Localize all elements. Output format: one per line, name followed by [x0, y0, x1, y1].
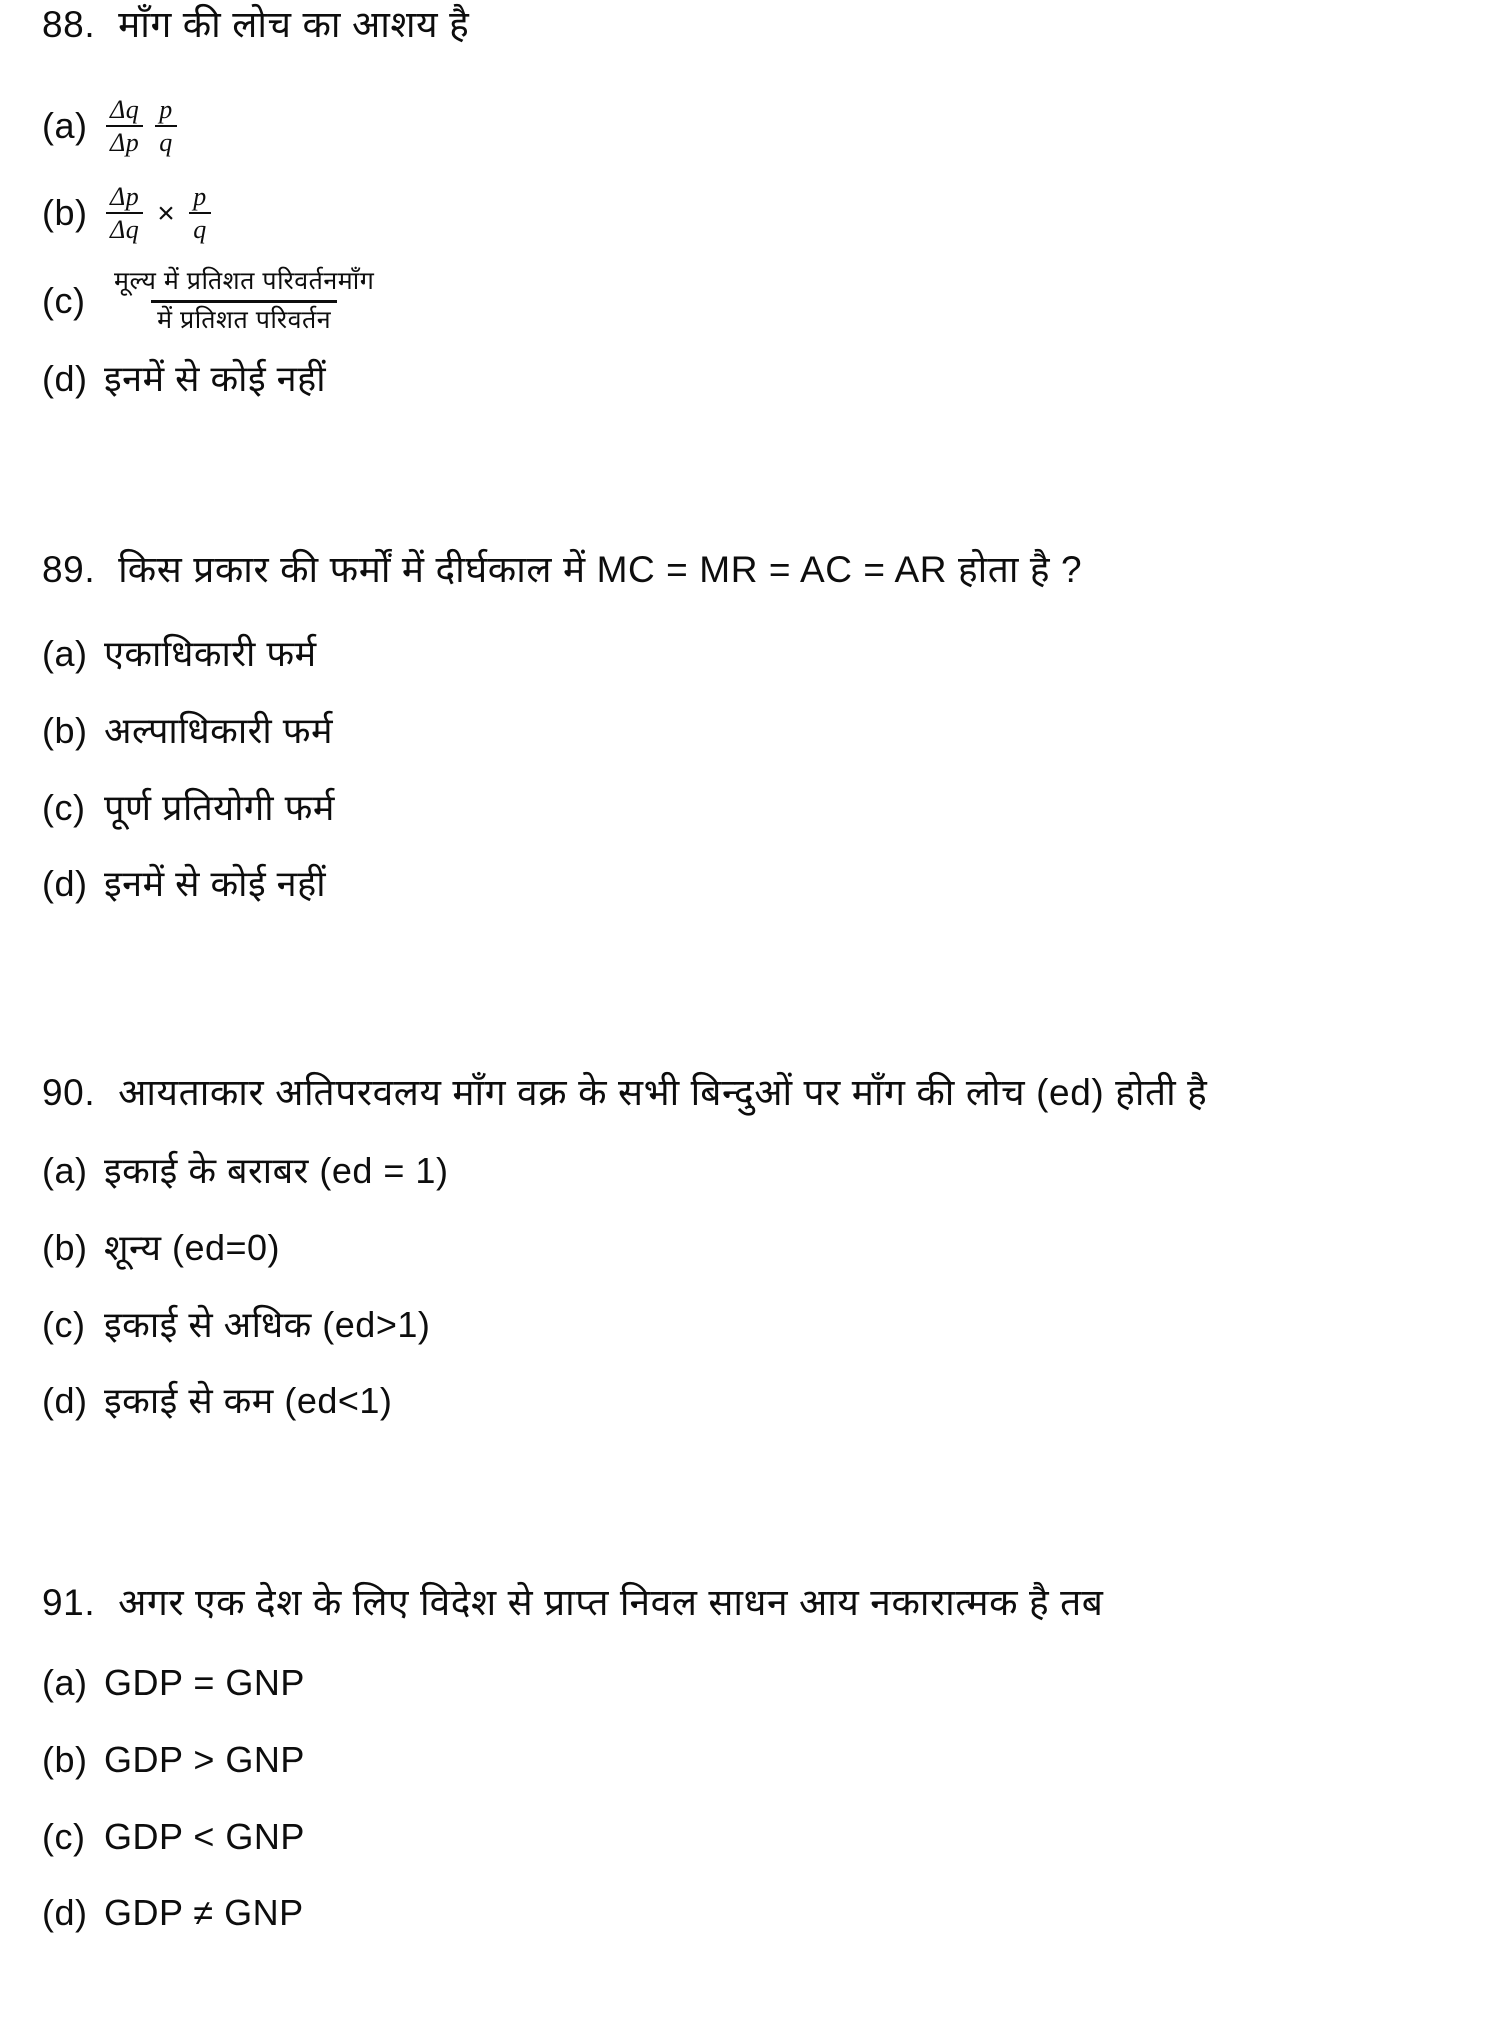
option-text-89-c: पूर्ण प्रतियोगी फर्म [104, 786, 335, 828]
option-88-b-fraction-2 [189, 182, 211, 244]
option-text-88-d: इनमें से कोई नहीं [104, 357, 327, 399]
multiplication-sign: × [157, 196, 176, 230]
option-89-a[interactable] [42, 631, 1082, 678]
option-text-90-a: इकाई के बराबर (ed = 1) [104, 1149, 449, 1191]
option-text-90-c: इकाई से अधिक (ed>1) [104, 1303, 431, 1345]
option-text-91-c: GDP < GNP [104, 1815, 305, 1857]
option-label-90-c: (c) [42, 1303, 86, 1345]
option-label-90-a: (a) [42, 1149, 88, 1191]
question-heading-91 [42, 1578, 1104, 1628]
question-number-90: 90. [42, 1072, 96, 1113]
fraction-numerator: मूल्य में प्रतिशत परिवर्तनमाँग [114, 267, 375, 296]
option-text-91-a: GDP = GNP [104, 1661, 305, 1703]
option-label-90-b: (b) [42, 1226, 88, 1268]
option-text-89-a: एकाधिकारी फर्म [104, 632, 317, 674]
question-block-89 [42, 545, 1082, 908]
question-number-89: 89. [42, 549, 96, 590]
option-label-90-d: (d) [42, 1380, 88, 1422]
option-label-91-a: (a) [42, 1661, 88, 1703]
option-label-88-d: (d) [42, 357, 88, 399]
option-90-b[interactable] [42, 1225, 1207, 1272]
option-88-a-fraction-1 [106, 95, 143, 157]
option-90-a[interactable] [42, 1148, 1207, 1195]
option-91-b[interactable] [42, 1737, 1104, 1784]
fraction-numerator: p [193, 182, 207, 212]
fraction-numerator: Δp [110, 182, 140, 212]
option-91-c[interactable] [42, 1814, 1104, 1861]
option-label-91-d: (d) [42, 1892, 88, 1934]
fraction-numerator: p [159, 94, 173, 124]
option-label-88-c: (c) [42, 279, 86, 321]
fraction-denominator: q [189, 212, 211, 244]
option-88-c-fraction [108, 266, 380, 336]
option-88-a[interactable] [42, 95, 469, 157]
fraction-denominator: q [155, 125, 177, 157]
option-text-90-d: इकाई से कम (ed<1) [104, 1380, 393, 1422]
option-label-89-c: (c) [42, 786, 86, 828]
option-91-d[interactable] [42, 1890, 1104, 1937]
fraction-numerator: Δq [110, 94, 140, 124]
option-89-c[interactable] [42, 785, 1082, 832]
option-88-b[interactable] [42, 182, 469, 244]
option-label-91-c: (c) [42, 1815, 86, 1857]
question-number-91: 91. [42, 1582, 96, 1623]
question-text-91: अगर एक देश के लिए विदेश से प्राप्त निवल साधन आय नकारात्मक है तब [118, 1582, 1104, 1623]
question-heading-90 [42, 1068, 1207, 1118]
option-88-d[interactable] [42, 356, 469, 403]
option-label-89-a: (a) [42, 632, 88, 674]
question-text-89: किस प्रकार की फर्मों में दीर्घकाल में MC = MR = AC = AR होता है ? [118, 549, 1083, 590]
option-label-89-b: (b) [42, 709, 88, 751]
option-88-a-fraction-2 [155, 95, 177, 157]
option-89-d[interactable] [42, 861, 1082, 908]
question-heading-88 [42, 0, 469, 50]
option-text-89-b: अल्पाधिकारी फर्म [104, 709, 333, 751]
question-block-91 [42, 1578, 1104, 1937]
fraction-denominator: में प्रतिशत परिवर्तन [151, 300, 337, 336]
option-label-88-a: (a) [42, 104, 88, 146]
option-text-91-b: GDP > GNP [104, 1738, 305, 1780]
option-label-91-b: (b) [42, 1738, 88, 1780]
option-text-91-d: GDP ≠ GNP [104, 1892, 304, 1934]
option-text-90-b: शून्य (ed=0) [104, 1226, 281, 1268]
question-text-90: आयताकार अतिपरवलय माँग वक्र के सभी बिन्दुओं पर माँग की लोच (ed) होती है [118, 1072, 1208, 1113]
option-91-a[interactable] [42, 1660, 1104, 1707]
question-block-88 [42, 0, 469, 403]
option-90-d[interactable] [42, 1378, 1207, 1425]
question-heading-89 [42, 545, 1082, 595]
option-90-c[interactable] [42, 1302, 1207, 1349]
question-number-88: 88. [42, 4, 96, 45]
option-label-88-b: (b) [42, 191, 88, 233]
option-88-c[interactable] [42, 266, 469, 336]
option-text-89-d: इनमें से कोई नहीं [104, 863, 327, 905]
question-text-88: माँग की लोच का आशय है [118, 4, 470, 45]
fraction-denominator: Δq [106, 212, 143, 244]
fraction-denominator: Δp [106, 125, 143, 157]
question-block-90 [42, 1068, 1207, 1425]
option-88-b-fraction-1 [106, 182, 143, 244]
option-89-b[interactable] [42, 708, 1082, 755]
option-label-89-d: (d) [42, 863, 88, 905]
